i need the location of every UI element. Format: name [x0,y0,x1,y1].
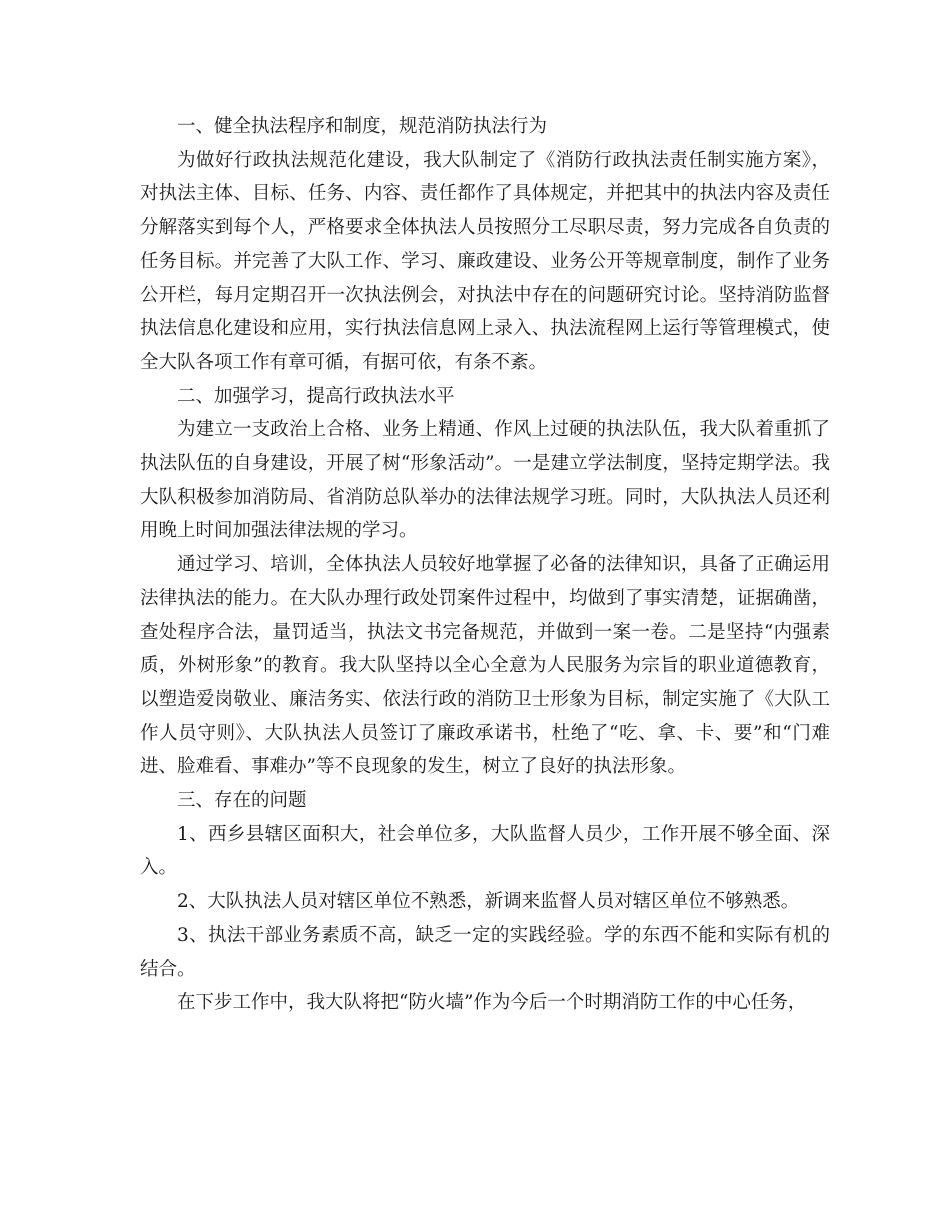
problem-item-3: 3、执法干部业务素质不高，缺乏一定的实践经验。学的东西不能和实际有机的结合。 [140,924,830,980]
paragraph-training: 通过学习、培训，全体执法人员较好地掌握了必备的法律知识，具备了正确运用法律执法的能力。在大队办理行政处罚案件过程中，均做到了事实清楚，证据确凿，查处程序合法，量罚适当，执法文书完备规范，并做到一案一卷。二是坚持“内强素质，外树形象”的教育。我大队坚持以全心全意为人民服务为宗旨的职业道德教育，以塑造爱岗敬业、廉洁务实、依法行政的消防卫士形象为目标，制定实施了《大队工作人员守则》、大队执法人员签订了廉政承诺书，杜绝了“吃、拿、卡、要”和“门难进、脸难看、事难办”等不良现象的发生，树立了良好的执法形象。 [140,554,830,778]
problem-item-2: 2、大队执法人员对辖区单位不熟悉，新调来监督人员对辖区单位不够熟悉。 [177,891,800,913]
document-page [140,110,830,1020]
paragraph-next-steps: 在下步工作中，我大队将把“防火墙”作为今后一个时期消防工作的中心任务， [177,992,807,1014]
section-heading-1: 一、健全执法程序和制度，规范消防执法行为 [177,116,548,137]
paragraph-study: 为建立一支政治上合格、业务上精通、作风上过硬的执法队伍，我大队着重抓了执法队伍的自身建设，开展了树“形象活动”。一是建立学法制度，坚持定期学法。我大队积极参加消防局、省消防总队举办的法律法规学习班。同时，大队执法人员还利用晚上时间加强法律法规的学习。 [140,419,830,542]
section-heading-3: 三、存在的问题 [177,790,307,812]
problem-item-1: 1、西乡县辖区面积大，社会单位多，大队监督人员少，工作开展不够全面、深入。 [140,823,830,879]
section-heading-2: 二、加强学习，提高行政执法水平 [177,385,455,407]
paragraph-procedures: 为做好行政执法规范化建设，我大队制定了《消防行政执法责任制实施方案》，对执法主体、目标、任务、内容、责任都作了具体规定，并把其中的执法内容及责任分解落实到每个人，严格要求全体执法人员按照分工尽职尽责，努力完成各自负责的任务目标。并完善了大队工作、学习、廉政建设、业务公开等规章制度，制作了业务公开栏，每月定期召开一次执法例会，对执法中存在的问题研究讨论。坚持消防监督执法信息化建设和应用，实行执法信息网上录入、执法流程网上运行等管理模式，使全大队各项工作有章可循，有据可依，有条不紊。 [140,149,830,373]
